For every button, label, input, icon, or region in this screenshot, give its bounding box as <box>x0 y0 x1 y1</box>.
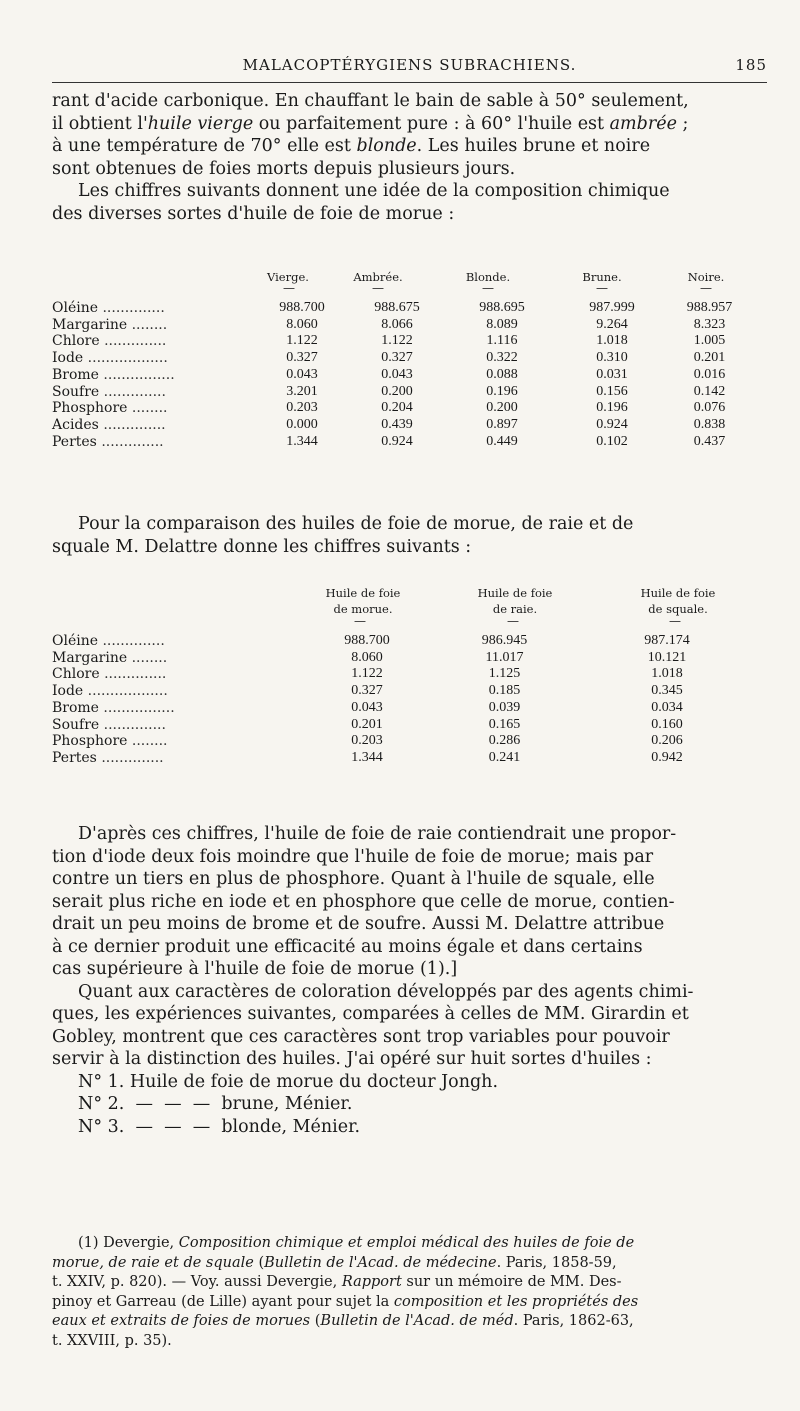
dash: — <box>669 614 681 628</box>
table-row <box>52 666 752 683</box>
cell-value: 0.924 <box>381 433 413 449</box>
text-line: ques, les expériences suivantes, comparées à celles de MM. Girardin et <box>52 1004 689 1024</box>
cell-value: 0.439 <box>381 416 413 432</box>
dash: — <box>354 614 366 628</box>
cell-value: 0.924 <box>596 416 628 432</box>
cell-value: 988.700 <box>279 300 325 315</box>
cell-value: 1.344 <box>351 749 383 765</box>
text-line: cas supérieure à l'huile de foie de morue (1).] <box>52 959 458 979</box>
cell-value: 1.116 <box>486 333 518 349</box>
dash: — <box>596 281 608 295</box>
cell-value: 1.018 <box>596 333 628 349</box>
text-line: N° 1. Huile de foie de morue du docteur Jongh. <box>78 1071 499 1092</box>
cell-value: 0.942 <box>651 749 683 765</box>
leader-dots: .............. <box>98 416 166 433</box>
cell-value: 0.345 <box>651 683 683 699</box>
conclusion-paragraph <box>52 823 767 1138</box>
col-header-raie: Huile de foie de raie. <box>477 586 553 616</box>
col-header-vierge: Vierge. <box>267 270 309 284</box>
table-row <box>52 333 752 350</box>
row-label: Iode .................. <box>52 350 168 367</box>
cell-value: 0.043 <box>381 366 413 382</box>
leader-dots: .................. <box>83 350 168 367</box>
cell-value: 988.695 <box>479 300 525 315</box>
col-header-brune: Brune. <box>582 270 622 284</box>
cell-value: 987.999 <box>589 300 635 315</box>
leader-dots: .............. <box>98 633 165 649</box>
table-row <box>52 317 752 334</box>
cell-value: 1.122 <box>286 333 318 349</box>
leader-dots: ........ <box>127 733 168 750</box>
header-rule <box>52 82 767 83</box>
cell-value: 0.000 <box>286 416 318 432</box>
text-line: N° 2. — — — brune, Ménier. <box>78 1094 353 1114</box>
table-row <box>52 750 752 767</box>
dash: — <box>482 281 494 295</box>
cell-value: 11.017 <box>485 649 524 665</box>
cell-value: 0.034 <box>651 699 683 715</box>
leader-dots: ................ <box>98 699 175 716</box>
row-label: Margarine ........ <box>52 316 168 333</box>
table-row <box>52 300 752 317</box>
table-row <box>52 434 752 451</box>
row-label: Chlore .............. <box>52 333 167 350</box>
cell-value: 0.016 <box>693 366 726 382</box>
text-line: servir à la distinction des huiles. J'ai opéré sur huit sortes d'huiles : <box>52 1049 652 1069</box>
cell-value: 0.204 <box>381 400 413 416</box>
cell-value: 8.066 <box>381 316 413 332</box>
table-row <box>52 367 752 384</box>
row-label: Oléine .............. <box>52 300 165 316</box>
leader-dots: .............. <box>99 333 167 350</box>
text-line: tion d'iode deux fois moindre que l'huile de foie de morue; mais par <box>52 846 654 867</box>
row-label: Phosphore ........ <box>52 400 168 417</box>
cell-value: 0.838 <box>693 416 726 432</box>
text-line: Quant aux caractères de coloration développés par des agents chimi- <box>78 981 694 1002</box>
text-line: Gobley, montrent que ces caractères sont trop variables pour pouvoir <box>52 1026 670 1047</box>
cell-value: 0.102 <box>596 433 628 449</box>
footnote <box>52 1234 767 1351</box>
cell-value: 0.196 <box>596 400 628 416</box>
text-line: à une température de 70° elle est blonde. Les huiles brune et noire <box>52 136 651 156</box>
text-line: des diverses sortes d'huile de foie de morue : <box>52 203 455 224</box>
table-row <box>52 683 752 700</box>
leader-dots: .................. <box>83 683 168 700</box>
text-line: contre un tiers en plus de phosphore. Quant à l'huile de squale, elle <box>52 869 655 889</box>
cell-value: 8.060 <box>351 649 383 665</box>
cell-value: 0.201 <box>693 350 726 366</box>
leader-dots: .............. <box>96 749 164 766</box>
table-row <box>52 417 752 434</box>
row-label: Soufre .............. <box>52 716 166 733</box>
cell-value: 0.449 <box>486 433 518 449</box>
page-number: 185 <box>735 56 767 74</box>
cell-value: 1.122 <box>381 333 413 349</box>
intro-paragraph <box>52 90 767 225</box>
cell-value: 3.201 <box>286 383 318 399</box>
cell-value: 0.203 <box>286 400 318 416</box>
cell-value: 988.675 <box>374 300 420 315</box>
text-line: Pour la comparaison des huiles de foie de morue, de raie et de <box>78 514 634 534</box>
cell-value: 0.310 <box>596 350 628 366</box>
cell-value: 0.200 <box>486 400 518 416</box>
row-label: Soufre .............. <box>52 383 166 400</box>
cell-value: 0.043 <box>286 366 318 382</box>
footnote-line: t. XXVIII, p. 35). <box>52 1332 172 1349</box>
leader-dots: .............. <box>99 383 166 400</box>
footnote-line: (1) Devergie, Composition chimique et emploi médical des huiles de foie de <box>78 1235 635 1251</box>
cell-value: 0.142 <box>693 383 726 399</box>
table-row <box>52 733 752 750</box>
row-label: Chlore .............. <box>52 666 167 683</box>
cell-value: 0.031 <box>596 366 628 382</box>
cell-value: 1.344 <box>286 433 318 449</box>
row-label: Iode .................. <box>52 683 168 700</box>
cell-value: 0.196 <box>486 383 518 399</box>
leader-dots: .............. <box>96 433 164 450</box>
cell-value: 987.174 <box>644 633 690 648</box>
table-row <box>52 717 752 734</box>
cell-value: 0.156 <box>596 383 628 399</box>
table-row <box>52 400 752 417</box>
comparison-paragraph <box>52 513 767 558</box>
row-label: Oléine .............. <box>52 633 165 649</box>
table-row <box>52 350 752 367</box>
col-header-ambree: Ambrée. <box>353 270 403 284</box>
cell-value: 10.121 <box>647 649 687 665</box>
cell-value: 1.018 <box>651 666 683 682</box>
cell-value: 0.088 <box>486 366 518 382</box>
leader-dots: .............. <box>99 666 167 683</box>
cell-value: 1.125 <box>488 666 521 682</box>
cell-value: 0.897 <box>486 416 518 432</box>
running-title: MALACOPTÉRYGIENS SUBRACHIENS. <box>242 56 577 74</box>
cell-value: 0.437 <box>693 433 726 449</box>
table-row <box>52 650 752 667</box>
row-label: Margarine ........ <box>52 649 168 666</box>
row-label: Brome ................ <box>52 366 175 383</box>
leader-dots: .............. <box>98 300 165 316</box>
footnote-line: morue, de raie et de squale (Bulletin de l'Acad. de médecine. Paris, 1858-59, <box>52 1254 617 1271</box>
text-line: drait un peu moins de brome et de soufre. Aussi M. Delattre attribue <box>52 914 665 934</box>
cell-value: 9.264 <box>596 316 628 332</box>
col-header-blonde: Blonde. <box>465 270 511 284</box>
dash: — <box>700 281 712 295</box>
cell-value: 0.241 <box>488 749 521 765</box>
text-line: Les chiffres suivants donnent une idée de la composition chimique <box>78 181 670 201</box>
text-line: sont obtenues de foies morts depuis plusieurs jours. <box>52 158 516 179</box>
text-line: à ce dernier produit une efficacité au moins égale et dans certains <box>52 936 643 957</box>
row-label: Pertes .............. <box>52 749 164 766</box>
dash: — <box>372 281 384 295</box>
row-label: Brome ................ <box>52 699 175 716</box>
col-header-morue: Huile de foie de morue. <box>325 586 401 616</box>
dash: — <box>283 281 295 295</box>
cell-value: 0.076 <box>693 400 726 416</box>
cell-value: 0.286 <box>488 733 521 749</box>
col-header-squale: Huile de foie de squale. <box>640 586 716 616</box>
leader-dots: ........ <box>127 316 168 333</box>
composition-table <box>52 300 752 450</box>
leader-dots: ................ <box>98 366 175 383</box>
table-row <box>52 384 752 401</box>
cell-value: 0.165 <box>488 716 521 732</box>
col-header-noire: Noire. <box>687 270 725 284</box>
text-line: N° 3. — — — blonde, Ménier. <box>78 1116 361 1137</box>
row-label: Phosphore ........ <box>52 733 168 750</box>
row-label: Acides .............. <box>52 416 166 433</box>
cell-value: 1.005 <box>693 333 726 349</box>
leader-dots: ........ <box>127 649 168 666</box>
cell-value: 0.322 <box>486 350 518 366</box>
cell-value: 8.089 <box>486 316 518 332</box>
cell-value: 0.327 <box>351 683 383 699</box>
footnote-line: eaux et extraits de foies de morues (Bulletin de l'Acad. de méd. Paris, 1862-63, <box>52 1313 634 1329</box>
leader-dots: ........ <box>127 400 168 417</box>
cell-value: 1.122 <box>351 666 383 682</box>
comparison-table <box>52 633 752 767</box>
cell-value: 986.945 <box>481 633 528 648</box>
cell-value: 8.323 <box>693 316 726 332</box>
dash: — <box>507 614 519 628</box>
text-line: il obtient l'huile vierge ou parfaitement pure : à 60° l'huile est ambrée ; <box>52 113 689 134</box>
cell-value: 988.957 <box>686 300 733 315</box>
cell-value: 988.700 <box>344 633 390 648</box>
table-row <box>52 633 752 650</box>
leader-dots: .............. <box>99 716 166 733</box>
table-row <box>52 700 752 717</box>
cell-value: 8.060 <box>286 316 318 332</box>
text-line: squale M. Delattre donne les chiffres suivants : <box>52 536 472 557</box>
cell-value: 0.200 <box>381 383 413 399</box>
footnote-line: pinoy et Garreau (de Lille) ayant pour sujet la composition et les propriétés des <box>52 1293 639 1310</box>
cell-value: 0.206 <box>651 733 683 749</box>
cell-value: 0.327 <box>381 350 413 366</box>
footnote-line: t. XXIV, p. 820). — Voy. aussi Devergie, Rapport sur un mémoire de MM. Des- <box>52 1274 622 1290</box>
text-line: serait plus riche en iode et en phosphore que celle de morue, contien- <box>52 891 675 912</box>
cell-value: 0.039 <box>488 699 521 715</box>
row-label: Pertes .............. <box>52 433 164 450</box>
text-line: D'après ces chiffres, l'huile de foie de raie contiendrait une propor- <box>78 824 677 844</box>
text-line: rant d'acide carbonique. En chauffant le bain de sable à 50° seulement, <box>52 91 689 111</box>
cell-value: 0.043 <box>351 699 383 715</box>
cell-value: 0.160 <box>651 716 683 732</box>
cell-value: 0.185 <box>488 683 521 699</box>
cell-value: 0.201 <box>351 716 383 732</box>
cell-value: 0.203 <box>351 733 383 749</box>
cell-value: 0.327 <box>286 350 318 366</box>
